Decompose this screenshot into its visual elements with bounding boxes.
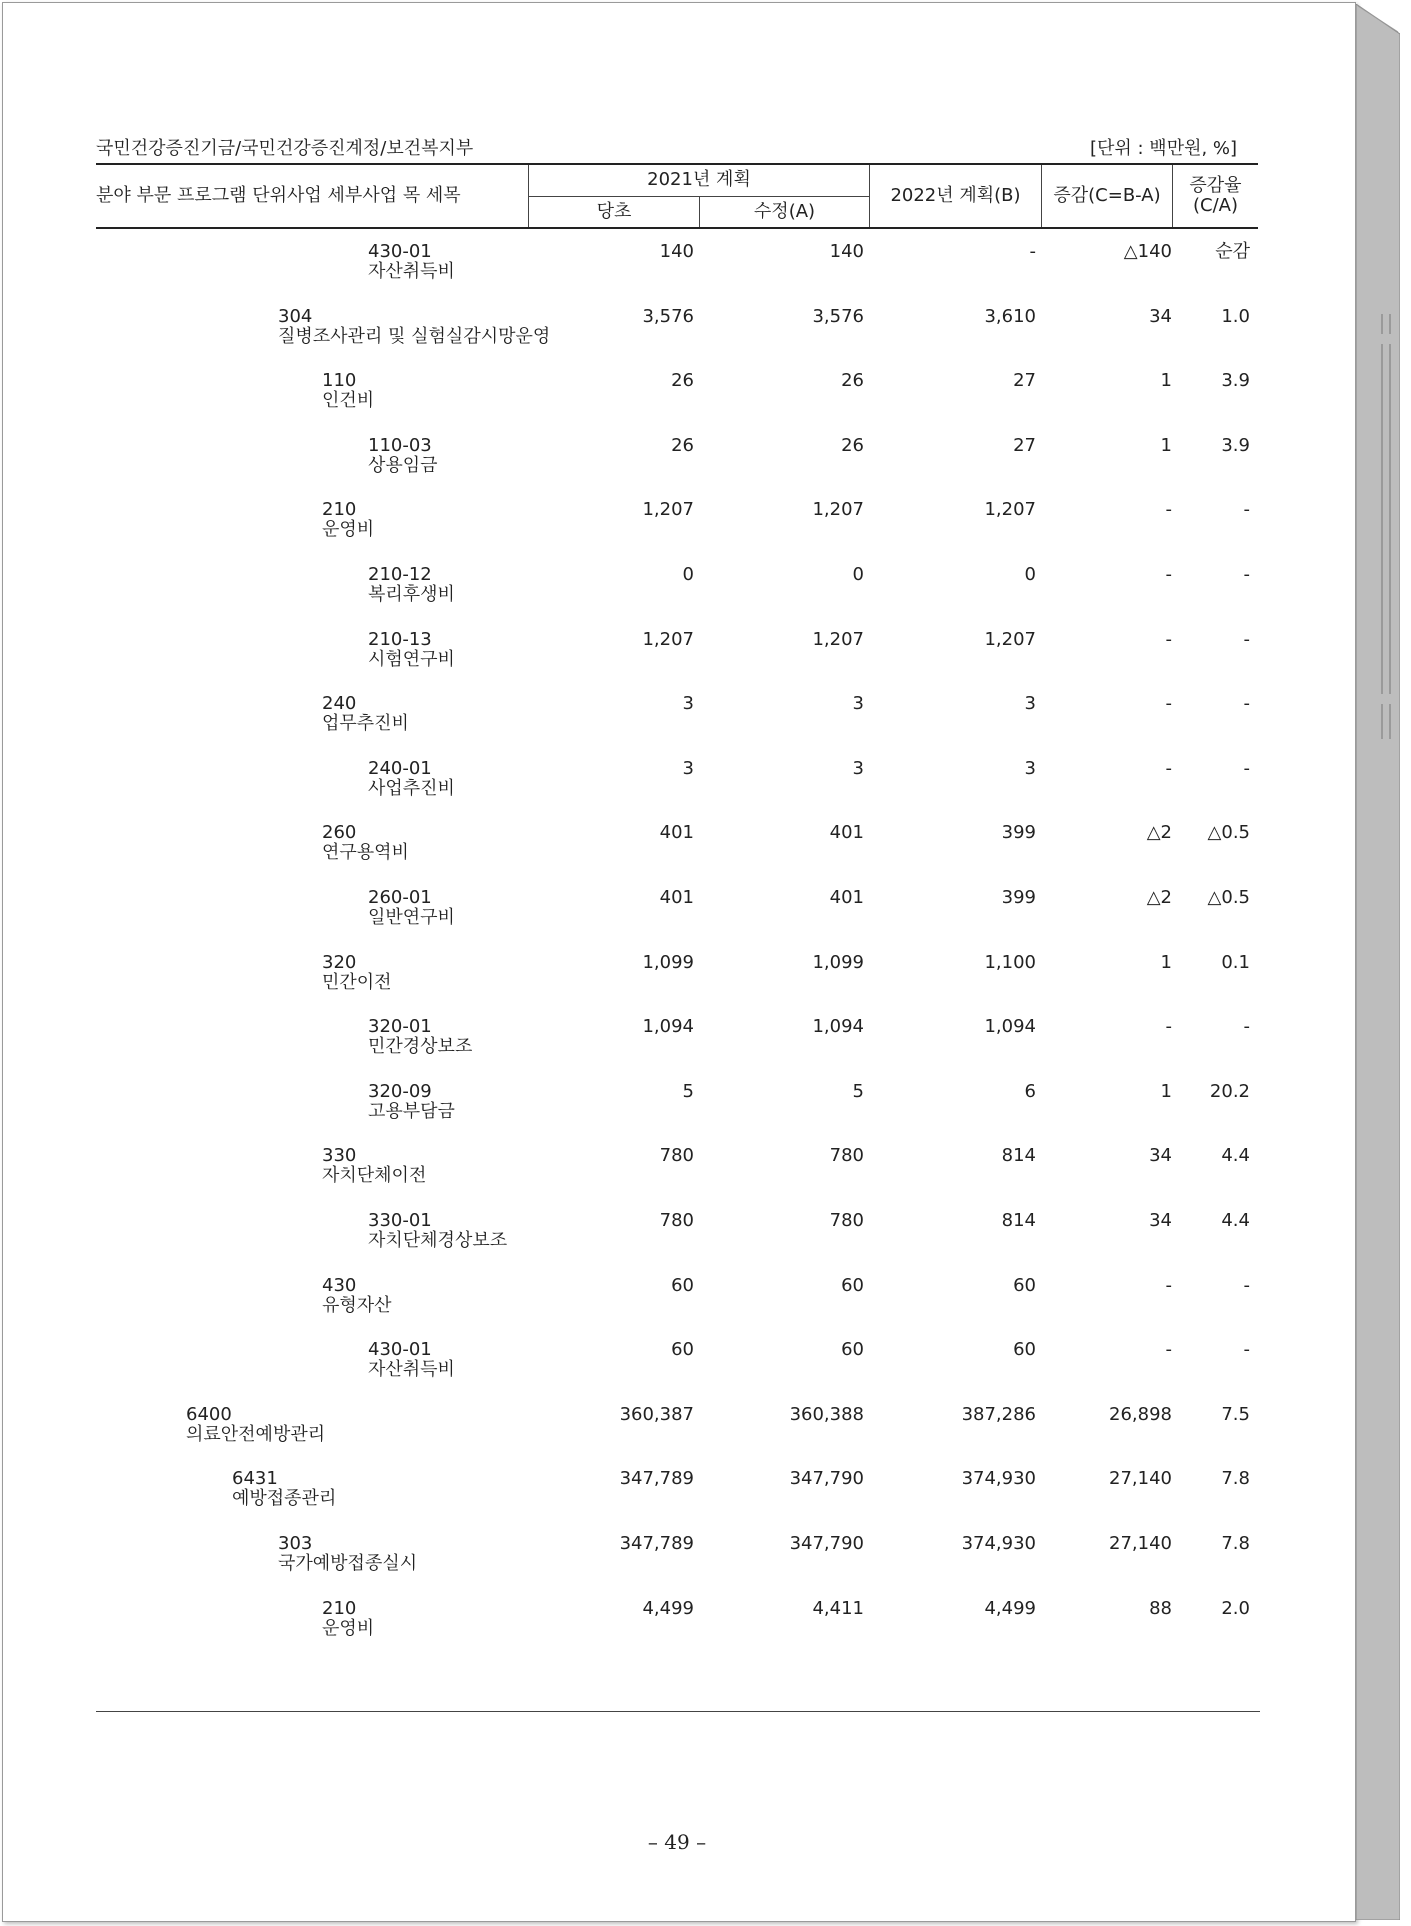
cell-plan2022: 1,207 — [984, 629, 1036, 650]
cell-rate: - — [1243, 1016, 1250, 1037]
cell-initial: 3 — [682, 693, 694, 714]
cell-rate: 순감 — [1215, 241, 1250, 262]
cell-revised: 347,790 — [789, 1468, 864, 1489]
header-initial: 당초 — [596, 201, 632, 222]
cell-change: 88 — [1149, 1598, 1172, 1619]
header-plan2021: 2021년 계획 — [647, 169, 751, 190]
table-row — [0, 307, 1411, 371]
row-name: 민간이전 — [322, 972, 392, 993]
cell-plan2022: 4,499 — [984, 1598, 1036, 1619]
cell-revised: 3 — [852, 758, 864, 779]
cell-revised: 26 — [841, 370, 864, 391]
cell-plan2022: 3 — [1024, 758, 1036, 779]
cell-plan2022: 1,207 — [984, 499, 1036, 520]
cell-revised: 140 — [829, 241, 864, 262]
row-code: 330 — [322, 1145, 357, 1166]
cell-change: 1 — [1160, 370, 1172, 391]
header-rate-line1: 증감율 — [1189, 175, 1242, 196]
cell-revised: 1,099 — [812, 952, 864, 973]
cell-rate: 0.1 — [1221, 952, 1250, 973]
cell-initial: 1,207 — [642, 499, 694, 520]
header-rate-line2: (C/A) — [1193, 195, 1238, 216]
cell-plan2022: 60 — [1013, 1275, 1036, 1296]
cell-initial: 4,499 — [642, 1598, 694, 1619]
cell-change: - — [1165, 758, 1172, 779]
cell-initial: 780 — [659, 1210, 694, 1231]
row-name: 의료안전예방관리 — [186, 1424, 326, 1445]
cell-rate: △0.5 — [1207, 822, 1250, 843]
row-name: 국가예방접종실시 — [278, 1553, 418, 1574]
row-code: 430 — [322, 1275, 357, 1296]
cell-plan2022: 814 — [1001, 1210, 1036, 1231]
cell-initial: 1,094 — [642, 1016, 694, 1037]
row-name: 유형자산 — [322, 1295, 392, 1316]
row-name: 상용임금 — [368, 455, 438, 476]
row-name: 운영비 — [322, 519, 375, 540]
header-change: 증감(C=B-A) — [1053, 185, 1161, 206]
row-code: 210 — [322, 499, 357, 520]
cell-revised: 60 — [841, 1275, 864, 1296]
header-revised: 수정(A) — [753, 201, 816, 222]
row-name: 민간경상보조 — [368, 1036, 473, 1057]
row-code: 240-01 — [368, 758, 432, 779]
cell-initial: 5 — [682, 1081, 694, 1102]
cell-revised: 3,576 — [812, 306, 864, 327]
cell-plan2022: 1,094 — [984, 1016, 1036, 1037]
page-number: – 49 – — [647, 1830, 707, 1854]
cell-rate: △0.5 — [1207, 887, 1250, 908]
cell-revised: 780 — [829, 1210, 864, 1231]
table-row — [0, 436, 1411, 500]
cell-rate: - — [1243, 629, 1250, 650]
row-code: 430-01 — [368, 241, 432, 262]
cell-initial: 0 — [682, 564, 694, 585]
row-code: 240 — [322, 693, 357, 714]
cell-revised: 5 — [852, 1081, 864, 1102]
row-code: 430-01 — [368, 1339, 432, 1360]
cell-plan2022: 0 — [1024, 564, 1036, 585]
cell-rate: 4.4 — [1221, 1145, 1250, 1166]
cell-revised: 60 — [841, 1339, 864, 1360]
row-name: 질병조사관리 및 실험실감시망운영 — [278, 326, 551, 347]
cell-plan2022: 3,610 — [984, 306, 1036, 327]
row-code: 110-03 — [368, 435, 432, 456]
table-row — [0, 500, 1411, 564]
row-name: 일반연구비 — [368, 907, 455, 928]
cell-initial: 780 — [659, 1145, 694, 1166]
row-code: 110 — [322, 370, 357, 391]
document-title: 국민건강증진기금/국민건강증진계정/보건복지부 — [96, 138, 474, 159]
cell-rate: 4.4 — [1221, 1210, 1250, 1231]
cell-revised: 1,094 — [812, 1016, 864, 1037]
cell-change: - — [1165, 629, 1172, 650]
cell-plan2022: 6 — [1024, 1081, 1036, 1102]
table-row — [0, 1146, 1411, 1210]
cell-initial: 140 — [659, 241, 694, 262]
cell-plan2022: 399 — [1001, 822, 1036, 843]
cell-change: 1 — [1160, 435, 1172, 456]
cell-rate: 3.9 — [1221, 370, 1250, 391]
row-name: 업무추진비 — [322, 713, 409, 734]
cell-revised: 780 — [829, 1145, 864, 1166]
row-code: 320-01 — [368, 1016, 432, 1037]
footer-divider — [96, 1711, 1260, 1712]
table-row — [0, 242, 1411, 306]
cell-initial: 347,789 — [619, 1533, 694, 1554]
cell-revised: 401 — [829, 822, 864, 843]
table-row — [0, 953, 1411, 1017]
cell-revised: 1,207 — [812, 629, 864, 650]
cell-change: 1 — [1160, 952, 1172, 973]
cell-rate: 7.5 — [1221, 1404, 1250, 1425]
header-category: 분야 부문 프로그램 단위사업 세부사업 목 세목 — [96, 185, 461, 206]
cell-change: - — [1165, 1016, 1172, 1037]
cell-plan2022: 1,100 — [984, 952, 1036, 973]
cell-initial: 60 — [671, 1339, 694, 1360]
cell-plan2022: 814 — [1001, 1145, 1036, 1166]
cell-change: - — [1165, 693, 1172, 714]
cell-plan2022: 27 — [1013, 370, 1036, 391]
row-name: 운영비 — [322, 1618, 375, 1639]
row-name: 사업추진비 — [368, 778, 455, 799]
cell-change: △2 — [1146, 887, 1172, 908]
cell-revised: 401 — [829, 887, 864, 908]
table-row — [0, 694, 1411, 758]
cell-change: - — [1165, 564, 1172, 585]
cell-rate: - — [1243, 758, 1250, 779]
row-code: 260-01 — [368, 887, 432, 908]
table-header — [96, 163, 1258, 229]
cell-change: - — [1165, 1275, 1172, 1296]
cell-initial: 1,207 — [642, 629, 694, 650]
cell-initial: 347,789 — [619, 1468, 694, 1489]
cell-plan2022: 374,930 — [961, 1533, 1036, 1554]
cell-rate: 2.0 — [1221, 1598, 1250, 1619]
row-name: 자산취득비 — [368, 261, 455, 282]
row-name: 자산취득비 — [368, 1359, 455, 1380]
cell-revised: 360,388 — [789, 1404, 864, 1425]
cell-change: - — [1165, 1339, 1172, 1360]
cell-plan2022: 387,286 — [961, 1404, 1036, 1425]
cell-change: 27,140 — [1109, 1533, 1172, 1554]
unit-label: [단위 : 백만원, %] — [1090, 138, 1238, 159]
row-code: 6431 — [232, 1468, 278, 1489]
table-row — [0, 1599, 1411, 1663]
cell-change: 27,140 — [1109, 1468, 1172, 1489]
row-code: 304 — [278, 306, 313, 327]
row-code: 320-09 — [368, 1081, 432, 1102]
cell-plan2022: 27 — [1013, 435, 1036, 456]
cell-rate: - — [1243, 499, 1250, 520]
cell-initial: 3 — [682, 758, 694, 779]
cell-change: △140 — [1123, 241, 1172, 262]
table-row — [0, 1340, 1411, 1404]
cell-change: - — [1165, 499, 1172, 520]
row-code: 6400 — [186, 1404, 232, 1425]
row-code: 210-13 — [368, 629, 432, 650]
cell-plan2022: 3 — [1024, 693, 1036, 714]
row-name: 연구용역비 — [322, 842, 409, 863]
cell-rate: 7.8 — [1221, 1468, 1250, 1489]
table-row — [0, 1017, 1411, 1081]
table-row — [0, 1276, 1411, 1340]
cell-change: △2 — [1146, 822, 1172, 843]
row-code: 210 — [322, 1598, 357, 1619]
row-name: 복리후생비 — [368, 584, 455, 605]
cell-revised: 0 — [852, 564, 864, 585]
cell-rate: - — [1243, 1339, 1250, 1360]
cell-revised: 1,207 — [812, 499, 864, 520]
cell-initial: 401 — [659, 822, 694, 843]
header-plan2022: 2022년 계획(B) — [890, 185, 1021, 206]
row-name: 인건비 — [322, 390, 375, 411]
cell-plan2022: 60 — [1013, 1339, 1036, 1360]
cell-revised: 26 — [841, 435, 864, 456]
table-row — [0, 371, 1411, 435]
row-name: 시험연구비 — [368, 649, 455, 670]
cell-change: 34 — [1149, 306, 1172, 327]
table-row — [0, 1405, 1411, 1469]
cell-revised: 347,790 — [789, 1533, 864, 1554]
row-name: 고용부담금 — [368, 1101, 455, 1122]
cell-rate: - — [1243, 1275, 1250, 1296]
cell-plan2022: 399 — [1001, 887, 1036, 908]
row-code: 303 — [278, 1533, 313, 1554]
cell-initial: 60 — [671, 1275, 694, 1296]
cell-rate: - — [1243, 693, 1250, 714]
cell-plan2022: - — [1029, 241, 1036, 262]
cell-initial: 3,576 — [642, 306, 694, 327]
cell-rate: 7.8 — [1221, 1533, 1250, 1554]
header-rate — [1173, 165, 1258, 227]
cell-change: 26,898 — [1109, 1404, 1172, 1425]
cell-revised: 4,411 — [812, 1598, 864, 1619]
row-name: 예방접종관리 — [232, 1488, 337, 1509]
cell-rate: - — [1243, 564, 1250, 585]
cell-rate: 1.0 — [1221, 306, 1250, 327]
row-name: 자치단체경상보조 — [368, 1230, 508, 1251]
table-row — [0, 823, 1411, 887]
cell-change: 34 — [1149, 1210, 1172, 1231]
cell-rate: 20.2 — [1209, 1081, 1250, 1102]
table-row — [0, 630, 1411, 694]
row-code: 330-01 — [368, 1210, 432, 1231]
table-row — [0, 888, 1411, 952]
cell-initial: 26 — [671, 370, 694, 391]
cell-change: 1 — [1160, 1081, 1172, 1102]
cell-plan2022: 374,930 — [961, 1468, 1036, 1489]
cell-initial: 360,387 — [619, 1404, 694, 1425]
cell-revised: 3 — [852, 693, 864, 714]
cell-change: 34 — [1149, 1145, 1172, 1166]
row-code: 260 — [322, 822, 357, 843]
table-row — [0, 1082, 1411, 1146]
table-row — [0, 1534, 1411, 1598]
cell-initial: 1,099 — [642, 952, 694, 973]
table-row — [0, 1469, 1411, 1533]
row-name: 자치단체이전 — [322, 1165, 427, 1186]
row-code: 320 — [322, 952, 357, 973]
cell-initial: 26 — [671, 435, 694, 456]
table-row — [0, 1211, 1411, 1275]
table-row — [0, 565, 1411, 629]
row-code: 210-12 — [368, 564, 432, 585]
cell-rate: 3.9 — [1221, 435, 1250, 456]
cell-initial: 401 — [659, 887, 694, 908]
table-row — [0, 759, 1411, 823]
